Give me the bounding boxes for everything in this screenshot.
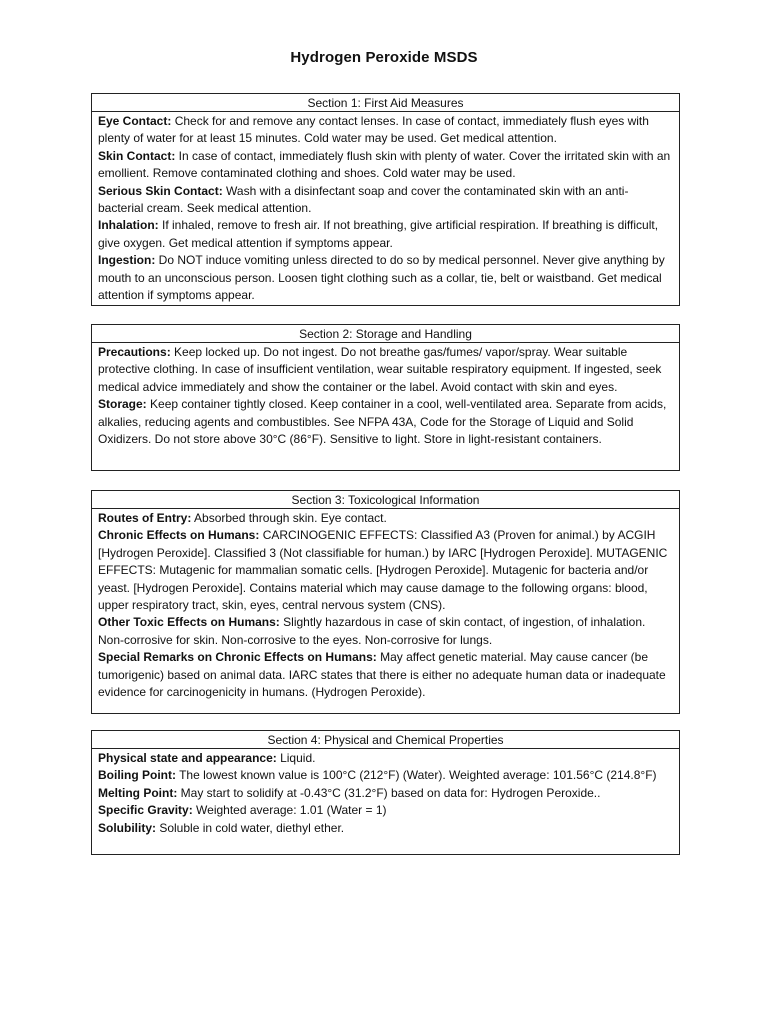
entry-special-remarks xyxy=(98,649,673,701)
entry-label: Serious Skin Contact: xyxy=(98,183,223,198)
entry-text: Check for and remove any contact lenses. In case of contact, immediately flush eyes with plenty of water for at least 15 minutes. Cold water may be used. Get medical attention. xyxy=(98,114,649,146)
entry-text: CARCINOGENIC EFFECTS: Classified A3 (Proven for animal.) by ACGIH [Hydrogen Peroxide]. Classified 3 (Not classifiable for human.) by IARC [Hydrogen Peroxide]. MUTAGENIC EFFECTS: Mutagenic for mammalian somatic cells. [Hydrogen Peroxide]. Mutagenic for bacteria and/or yeast. [Hydrogen Peroxide]. Contains material which may cause damage to the following organs: blood, upper respiratory tract, skin, eyes, central nervous system (CNS). xyxy=(98,528,668,613)
entry-label: Ingestion: xyxy=(98,253,156,268)
section-header: Section 4: Physical and Chemical Properties xyxy=(92,731,679,749)
section-physical-chemical xyxy=(91,730,680,855)
entry-label: Storage: xyxy=(98,397,147,412)
entry-boiling-point xyxy=(98,767,673,784)
entry-eye-contact xyxy=(98,113,673,148)
entry-skin-contact xyxy=(98,148,673,183)
entry-label: Melting Point: xyxy=(98,785,178,800)
document-title: Hydrogen Peroxide MSDS xyxy=(290,49,478,66)
entry-chronic-effects xyxy=(98,527,673,614)
entry-physical-state xyxy=(98,750,673,767)
entry-text: Weighted average: 1.01 (Water = 1) xyxy=(192,803,387,818)
section-storage-handling xyxy=(91,324,680,471)
entry-label: Eye Contact: xyxy=(98,114,172,128)
entry-text: Slightly hazardous in case of skin contact, of ingestion, of inhalation. Non-corrosive for skin. Non-corrosive to the eyes. Non-corrosive for lungs. xyxy=(98,615,646,647)
entry-text: May affect genetic material. May cause cancer (be tumorigenic) based on animal data. IARC states that there is either no adequate human data or inadequate evidence for carcinogenicity in humans. (Hydrogen Peroxide). xyxy=(98,650,666,700)
entry-label: Skin Contact: xyxy=(98,148,176,163)
entry-text: The lowest known value is 100°C (212°F) (Water). Weighted average: 101.56°C (214.8°F) xyxy=(175,768,657,783)
entry-specific-gravity xyxy=(98,802,673,819)
section-body xyxy=(92,112,679,304)
entry-text: May start to solidify at -0.43°C (31.2°F) based on data for: Hydrogen Peroxide.. xyxy=(177,785,601,800)
entry-text: Absorbed through skin. Eye contact. xyxy=(191,511,387,525)
section-toxicological xyxy=(91,490,680,714)
entry-label: Solubility: xyxy=(98,820,156,835)
entry-label: Other Toxic Effects on Humans: xyxy=(98,615,280,630)
entry-text: Liquid. xyxy=(276,751,316,765)
section-body xyxy=(92,749,679,837)
section-body xyxy=(92,343,679,448)
entry-routes-of-entry xyxy=(98,510,673,527)
entry-label: Precautions: xyxy=(98,345,171,359)
entry-label: Chronic Effects on Humans: xyxy=(98,528,260,543)
entry-label: Inhalation: xyxy=(98,218,159,233)
entry-solubility xyxy=(98,820,673,837)
entry-text: Do NOT induce vomiting unless directed to do so by medical personnel. Never give anything by mouth to an unconscious person. Loosen tight clothing such as a collar, tie, belt or waistband. Get medical attention if symptoms appear. xyxy=(98,253,665,303)
entry-label: Special Remarks on Chronic Effects on Humans: xyxy=(98,650,377,665)
entry-inhalation xyxy=(98,217,673,252)
entry-other-toxic-effects xyxy=(98,614,673,649)
entry-ingestion xyxy=(98,252,673,304)
entry-label: Boiling Point: xyxy=(98,768,176,783)
entry-text: Keep container tightly closed. Keep container in a cool, well-ventilated area. Separate from acids, alkalies, reducing agents and combustibles. See NFPA 43A, Code for the Storage of Liquid and Solid Oxidizers. Do not store above 30°C (86°F). Sensitive to light. Store in light-resistant containers. xyxy=(98,397,667,447)
entry-storage xyxy=(98,396,673,448)
section-header: Section 2: Storage and Handling xyxy=(92,325,679,343)
entry-text: Soluble in cold water, diethyl ether. xyxy=(156,820,345,835)
section-header: Section 3: Toxicological Information xyxy=(92,491,679,509)
entry-text: In case of contact, immediately flush skin with plenty of water. Cover the irritated skin with an emollient. Remove contaminated clothing and shoes. Cold water may be used. xyxy=(98,148,671,181)
entry-text: If inhaled, remove to fresh air. If not breathing, give artificial respiration. If breathing is difficult, give oxygen. Get medical attention if symptoms appear. xyxy=(98,218,659,250)
entry-serious-skin-contact xyxy=(98,183,673,218)
entry-precautions xyxy=(98,344,673,396)
entry-text: Wash with a disinfectant soap and cover the contaminated skin with an anti-bacterial cream. Seek medical attention. xyxy=(98,183,629,216)
entry-label: Physical state and appearance: xyxy=(98,751,277,765)
entry-label: Specific Gravity: xyxy=(98,803,193,818)
entry-label: Routes of Entry: xyxy=(98,511,192,525)
section-body xyxy=(92,509,679,701)
section-header: Section 1: First Aid Measures xyxy=(92,94,679,112)
entry-text: Keep locked up. Do not ingest. Do not breathe gas/fumes/ vapor/spray. Wear suitable protective clothing. In case of insufficient ventilation, wear suitable respiratory equipment. If ingested, seek medical advice immediately and show the container or the label. Avoid contact with skin and eyes. xyxy=(98,345,662,394)
entry-melting-point xyxy=(98,785,673,802)
section-first-aid xyxy=(91,93,680,306)
